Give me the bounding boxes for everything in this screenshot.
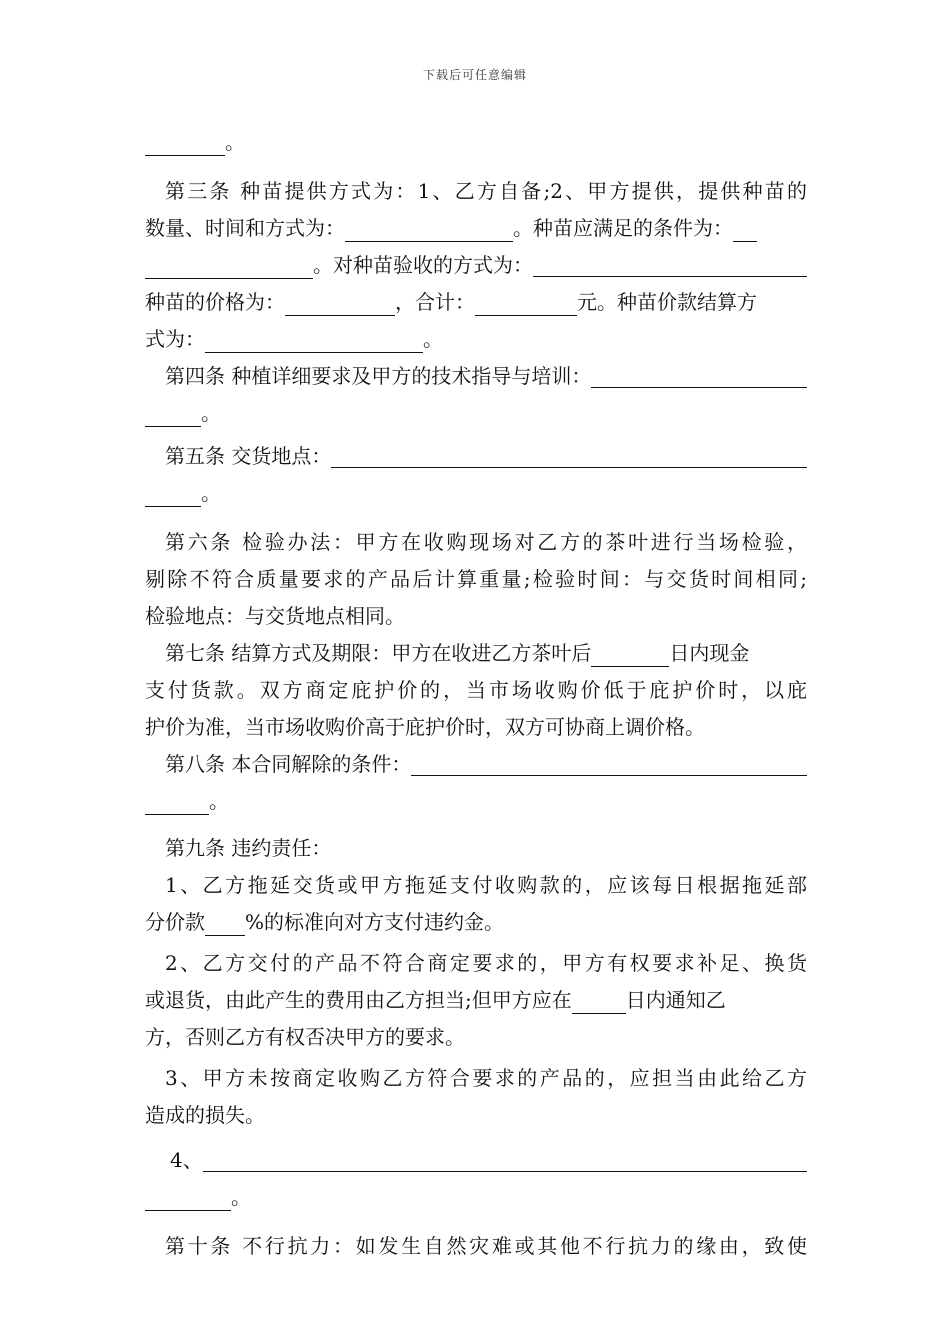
text-line: 数量、时间和方式为： 。种苗应满足的条件为： — [145, 210, 807, 247]
text-line: 。 — [145, 124, 807, 161]
text-line: 第四条 种植详细要求及甲方的技术指导与培训： — [145, 358, 807, 395]
text-line: 1、乙方拖延交货或甲方拖延支付收购款的，应该每日根据拖延部 — [165, 873, 807, 897]
text-line: 第五条 交货地点： — [145, 438, 807, 475]
blank-field — [145, 402, 201, 427]
blank-field — [145, 131, 225, 156]
text-line: 支付货款。双方商定庇护价的，当市场收购价低于庇护价时，以庇 — [145, 678, 807, 702]
text-line: 分价款 %的标准向对方支付违约金。 — [145, 910, 505, 934]
text-line: 。 — [145, 475, 807, 512]
text-line: 种苗的价格为： ，合计： 元。种苗价款结算方 — [145, 290, 757, 314]
header-note: 下载后可任意编辑 — [422, 68, 527, 82]
text-line: 第八条 本合同解除的条件： — [145, 746, 807, 783]
text-line: 。对种苗验收的方式为： — [145, 247, 807, 284]
text-line: 方，否则乙方有权否决甲方的要求。 — [145, 1025, 465, 1049]
text-line: 第九条 违约责任： — [165, 836, 332, 860]
blank-field — [411, 751, 807, 776]
text-line: 第十条 不行抗力：如发生自然灾难或其他不行抗力的缘由，致使 — [165, 1234, 807, 1258]
text-line: 造成的损失。 — [145, 1103, 265, 1127]
blank-field — [591, 642, 669, 667]
blank-field — [572, 989, 626, 1014]
blank-field — [285, 291, 395, 316]
text-line: 第七条 结算方式及期限：甲方在收进乙方茶叶后 日内现金 — [165, 641, 750, 665]
blank-field — [345, 217, 513, 242]
text-line: 第六条 检验办法：甲方在收购现场对乙方的茶叶进行当场检验， — [165, 530, 807, 554]
blank-field — [533, 252, 807, 277]
blank-field — [591, 363, 807, 388]
blank-field — [733, 217, 757, 242]
blank-field — [145, 482, 201, 507]
blank-field — [205, 328, 423, 353]
blank-field — [203, 1147, 807, 1172]
text-line: 。 — [145, 783, 807, 820]
text-line: 式为： 。 — [145, 327, 443, 351]
text-line: 。 — [145, 1179, 807, 1216]
blank-field — [145, 1186, 231, 1211]
text-line: 。 — [145, 395, 807, 432]
text-line: 剔除不符合质量要求的产品后计算重量;检验时间：与交货时间相同; — [145, 567, 807, 591]
blank-field — [205, 911, 245, 936]
text-line: 第三条 种苗提供方式为：1、乙方自备;2、甲方提供，提供种苗的 — [165, 179, 807, 203]
blank-field — [145, 790, 209, 815]
contract-body — [145, 124, 807, 1265]
blank-field — [475, 291, 577, 316]
blank-field — [331, 443, 807, 468]
blank-field — [145, 254, 313, 279]
text-line: 2、乙方交付的产品不符合商定要求的，甲方有权要求补足、换货 — [165, 951, 807, 975]
text-line: 3、甲方未按商定收购乙方符合要求的产品的，应担当由此给乙方 — [165, 1066, 807, 1090]
text-line: 4、 — [145, 1142, 807, 1179]
text-line: 检验地点：与交货地点相同。 — [145, 604, 405, 628]
text-line: 护价为准，当市场收购价高于庇护价时，双方可协商上调价格。 — [145, 715, 705, 739]
text-line: 或退货，由此产生的费用由乙方担当;但甲方应在 日内通知乙 — [145, 988, 726, 1012]
